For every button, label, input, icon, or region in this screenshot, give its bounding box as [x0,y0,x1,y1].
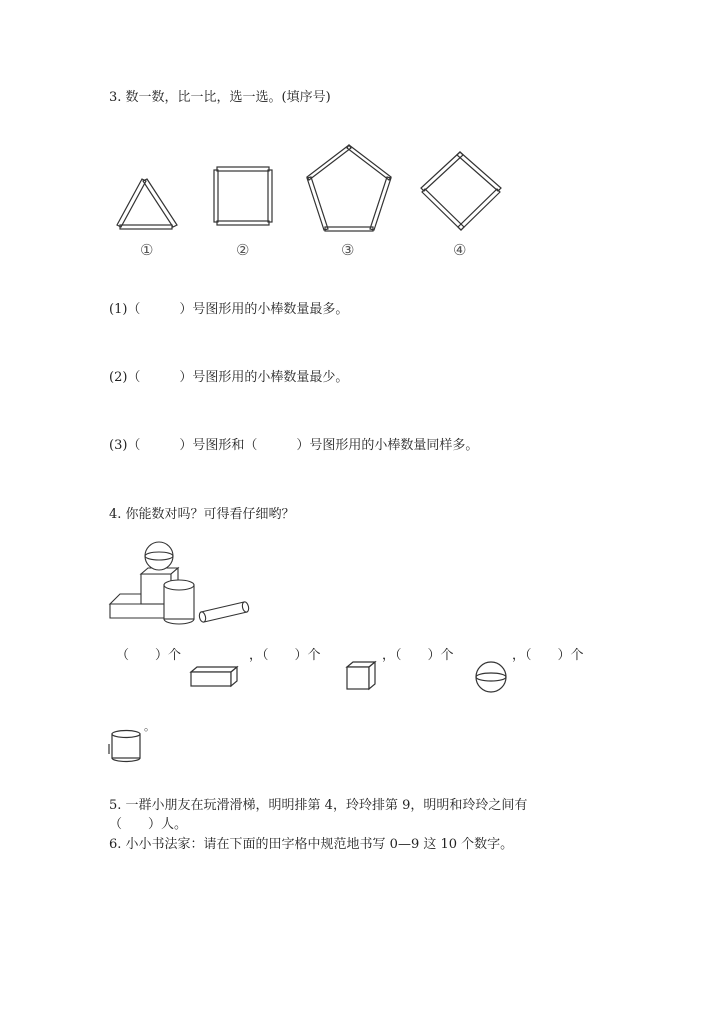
figure-label-4: ④ [453,241,467,259]
triangle-sticks-figure [112,175,182,235]
figure-label-3: ③ [341,241,355,259]
count-blank-cube: ，（ ）个 [249,648,321,663]
count-blank-cylinder: ，（ ）个 [512,648,584,663]
cube-icon [344,661,376,691]
q5-line-1: 5. 一群小朋友在玩滑滑梯，明明排第 4，玲玲排第 9，明明和玲玲之间有 [109,798,528,813]
q6-title: 6. 小小书法家：请在下面的田字格中规范地书写 0—9 这 10 个数字。 [109,837,514,852]
box-icon [190,666,238,688]
pentagon-sticks-figure [301,142,397,236]
figure-label-2: ② [236,241,250,259]
q4-title: 4. 你能数对吗？可得看仔细哟？ [109,507,295,522]
sphere-icon [474,661,508,693]
diamond-sticks-figure [419,150,503,232]
q3-subquestion-3: (3)（ ）号图形和（ ）号图形用的小棒数量同样多。 [109,438,479,453]
square-sticks-figure [213,166,275,228]
figure-label-1: ① [140,241,154,259]
q4-end-mark: 。 [144,720,155,733]
q3-subquestion-1: (1)（ ）号图形用的小棒数量最多。 [109,302,349,317]
q5-line-2: （ ）人。 [109,817,188,832]
count-blank-box: （ ）个 [116,648,182,663]
q3-subquestion-2: (2)（ ）号图形用的小棒数量最少。 [109,370,349,385]
count-blank-sphere: ，（ ）个 [382,648,454,663]
cylinder-icon [108,730,142,762]
stacked-solids-illustration [108,540,250,622]
q3-title: 3. 数一数，比一比，选一选。(填序号) [109,90,331,105]
